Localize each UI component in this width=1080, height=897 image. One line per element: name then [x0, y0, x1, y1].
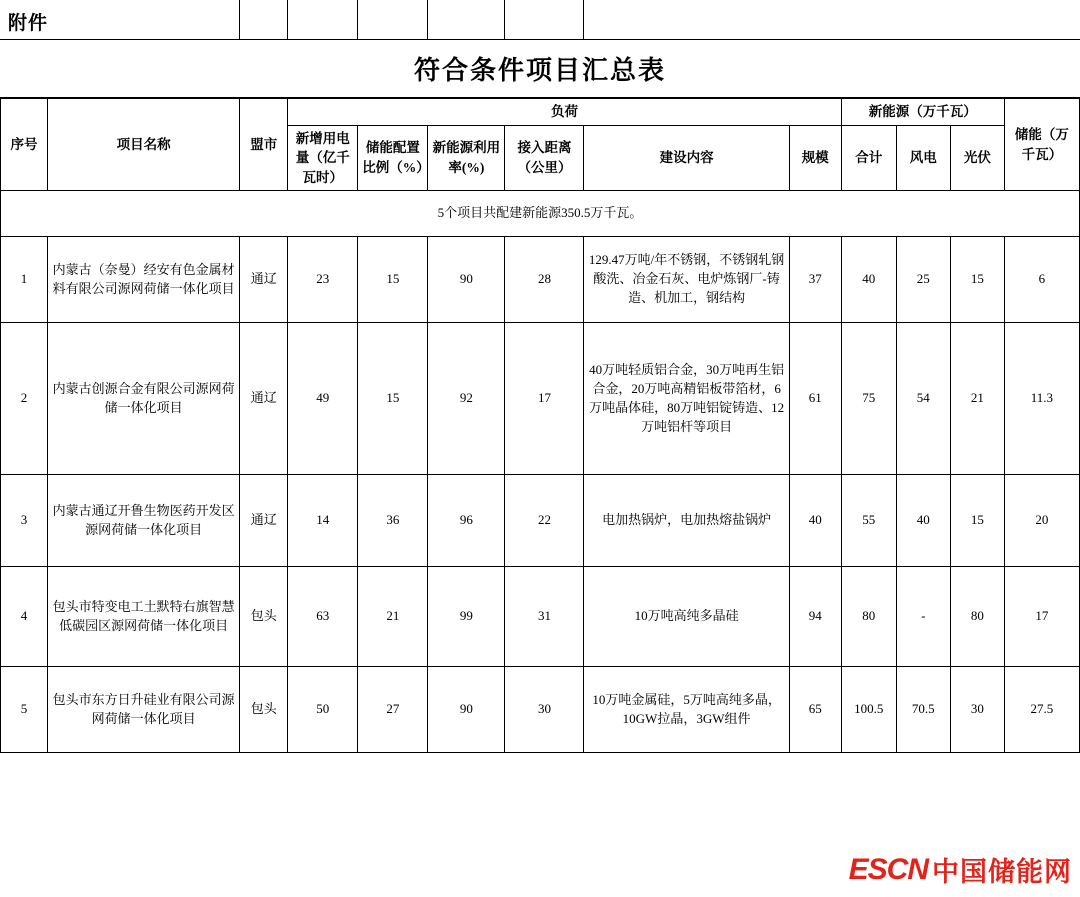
cell-storage: 6	[1004, 237, 1079, 323]
title-row	[0, 40, 1080, 98]
grid-line	[239, 0, 240, 39]
cell-wind: 54	[896, 323, 950, 475]
table-row	[1, 323, 1080, 475]
cell-distance: 31	[505, 567, 584, 667]
table-header-group-row	[1, 99, 1080, 126]
cell-content: 10万吨高纯多晶硅	[584, 567, 789, 667]
cell-total: 75	[841, 323, 896, 475]
cell-power: 23	[288, 237, 358, 323]
cell-total: 55	[841, 475, 896, 567]
cell-pv: 30	[950, 667, 1004, 753]
cell-util: 90	[428, 667, 505, 753]
cell-project-name: 包头市东方日升硅业有限公司源网荷储一体化项目	[48, 667, 240, 753]
cell-util: 92	[428, 323, 505, 475]
cell-project-name: 内蒙古（奈曼）经安有色金属材料有限公司源网荷储一体化项目	[48, 237, 240, 323]
cell-city: 包头	[240, 667, 288, 753]
cell-util: 90	[428, 237, 505, 323]
col-header-league-city: 盟市	[240, 99, 288, 191]
cell-util: 96	[428, 475, 505, 567]
cell-total: 100.5	[841, 667, 896, 753]
cell-total: 40	[841, 237, 896, 323]
cell-content: 电加热锅炉，电加热熔盐锅炉	[584, 475, 789, 567]
cell-seq: 2	[1, 323, 48, 475]
col-header-wind: 风电	[896, 125, 950, 191]
cell-distance: 28	[505, 237, 584, 323]
cell-util: 99	[428, 567, 505, 667]
col-header-project-name: 项目名称	[48, 99, 240, 191]
col-header-new-energy-util: 新能源利用率(%)	[428, 125, 505, 191]
col-header-pv: 光伏	[950, 125, 1004, 191]
cell-storage: 20	[1004, 475, 1079, 567]
summary-note-row	[1, 191, 1080, 237]
cell-wind: -	[896, 567, 950, 667]
cell-storage: 27.5	[1004, 667, 1079, 753]
col-header-new-power: 新增用电量（亿千瓦时）	[288, 125, 358, 191]
projects-table	[0, 98, 1080, 753]
col-header-storage-ratio: 储能配置比例（%）	[358, 125, 428, 191]
cell-seq: 1	[1, 237, 48, 323]
col-header-seq: 序号	[1, 99, 48, 191]
cell-distance: 17	[505, 323, 584, 475]
cell-storage: 17	[1004, 567, 1079, 667]
cell-ratio: 15	[358, 323, 428, 475]
table-row	[1, 237, 1080, 323]
watermark-brand: ESCN	[848, 852, 928, 886]
cell-content: 129.47万吨/年不锈钢，不锈钢轧钢酸洗、冶金石灰、电炉炼钢厂-铸造、机加工，钢结构	[584, 237, 789, 323]
col-header-scale: 规模	[789, 125, 841, 191]
cell-wind: 25	[896, 237, 950, 323]
cell-project-name: 内蒙古创源合金有限公司源网荷储一体化项目	[48, 323, 240, 475]
cell-storage: 11.3	[1004, 323, 1079, 475]
cell-seq: 4	[1, 567, 48, 667]
cell-pv: 80	[950, 567, 1004, 667]
grid-line	[583, 0, 584, 39]
cell-power: 63	[288, 567, 358, 667]
table-row	[1, 667, 1080, 753]
col-header-construction-content: 建设内容	[584, 125, 789, 191]
cell-scale: 61	[789, 323, 841, 475]
cell-city: 通辽	[240, 237, 288, 323]
cell-distance: 30	[505, 667, 584, 753]
col-header-access-distance: 接入距离（公里）	[505, 125, 584, 191]
cell-scale: 37	[789, 237, 841, 323]
col-header-group-new-energy: 新能源（万千瓦）	[841, 99, 1004, 126]
cell-scale: 40	[789, 475, 841, 567]
grid-line	[504, 0, 505, 39]
col-header-group-load: 负荷	[288, 99, 841, 126]
cell-wind: 70.5	[896, 667, 950, 753]
attachment-label: 附件	[8, 13, 49, 34]
cell-ratio: 27	[358, 667, 428, 753]
cell-total: 80	[841, 567, 896, 667]
grid-line	[427, 0, 428, 39]
cell-content: 10万吨金属硅，5万吨高纯多晶，10GW拉晶，3GW组件	[584, 667, 789, 753]
cell-pv: 15	[950, 475, 1004, 567]
cell-wind: 40	[896, 475, 950, 567]
cell-scale: 65	[789, 667, 841, 753]
cell-city: 包头	[240, 567, 288, 667]
cell-seq: 5	[1, 667, 48, 753]
summary-note: 5个项目共配建新能源350.5万千瓦。	[1, 191, 1080, 237]
watermark-brand-cn: 中国储能网	[932, 857, 1072, 887]
cell-city: 通辽	[240, 323, 288, 475]
cell-power: 49	[288, 323, 358, 475]
page-title: 符合条件项目汇总表	[413, 56, 666, 85]
watermark	[849, 850, 1072, 889]
cell-project-name: 内蒙古通辽开鲁生物医药开发区源网荷储一体化项目	[48, 475, 240, 567]
cell-ratio: 15	[358, 237, 428, 323]
cell-distance: 22	[505, 475, 584, 567]
cell-content: 40万吨轻质铝合金，30万吨再生铝合金，20万吨高精铝板带箔材，6万吨晶体硅，80万吨铝锭铸造、12万吨铝杆等项目	[584, 323, 789, 475]
table-row	[1, 475, 1080, 567]
table-row	[1, 567, 1080, 667]
cell-city: 通辽	[240, 475, 288, 567]
col-header-storage: 储能（万千瓦）	[1004, 99, 1079, 191]
cell-pv: 15	[950, 237, 1004, 323]
cell-project-name: 包头市特变电工土默特右旗智慧低碳园区源网荷储一体化项目	[48, 567, 240, 667]
cell-scale: 94	[789, 567, 841, 667]
cell-seq: 3	[1, 475, 48, 567]
cell-power: 50	[288, 667, 358, 753]
cell-ratio: 21	[358, 567, 428, 667]
cell-power: 14	[288, 475, 358, 567]
attachment-row	[0, 0, 1080, 40]
grid-line	[287, 0, 288, 39]
col-header-total: 合计	[841, 125, 896, 191]
grid-line	[357, 0, 358, 39]
cell-ratio: 36	[358, 475, 428, 567]
cell-pv: 21	[950, 323, 1004, 475]
